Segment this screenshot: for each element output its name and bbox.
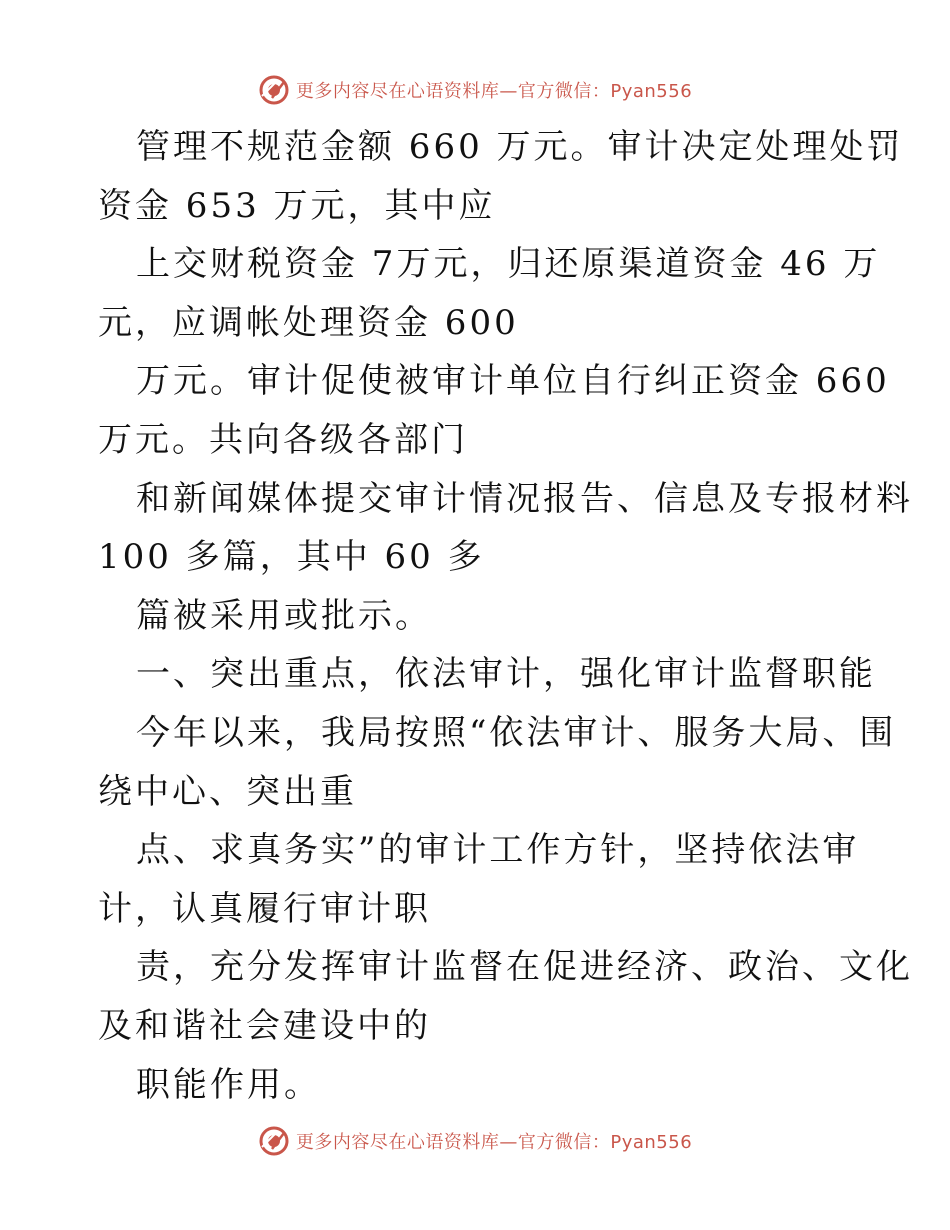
text-line: 责，充分发挥审计监督在促进经济、政治、文化 <box>136 947 913 988</box>
text-line: 点、求真务实”的审计工作方针，坚持依法审 <box>136 830 860 871</box>
brand-logo-icon <box>258 1125 290 1157</box>
text-line: 资金 653 万元，其中应 <box>98 185 496 226</box>
watermark-text: 更多内容尽在心语资料库—官方微信：Pyan556 <box>295 1132 693 1153</box>
text-line: 和新闻媒体提交审计情况报告、信息及专报材料 <box>136 478 913 519</box>
text-line: 篇被采用或批示。 <box>136 595 432 636</box>
text-line: 万元。共向各级各部门 <box>98 419 468 460</box>
document-body <box>98 118 913 1114</box>
text-line: 及和谐社会建设中的 <box>98 1005 431 1046</box>
watermark-text: 更多内容尽在心语资料库—官方微信：Pyan556 <box>295 81 693 102</box>
header-watermark <box>0 70 950 110</box>
footer-watermark <box>0 1121 950 1161</box>
text-line: 管理不规范金额 660 万元。审计决定处理处罚 <box>136 127 904 167</box>
text-line: 绕中心、突出重 <box>98 771 357 812</box>
text-line: 万元。审计促使被审计单位自行纠正资金 660 <box>136 361 890 402</box>
section-heading: 一、突出重点，依法审计，强化审计监督职能 <box>136 654 876 695</box>
text-line: 100 多篇，其中 60 多 <box>98 537 485 578</box>
text-line: 元，应调帐处理资金 600 <box>98 302 519 343</box>
text-line: 职能作用。 <box>136 1064 321 1105</box>
brand-logo-icon <box>258 74 290 106</box>
text-line: 计，认真履行审计职 <box>98 888 431 929</box>
text-line: 上交财税资金 7万元，归还原渠道资金 46 万 <box>136 244 881 285</box>
text-line: 今年以来，我局按照“依法审计、服务大局、围 <box>136 712 897 753</box>
